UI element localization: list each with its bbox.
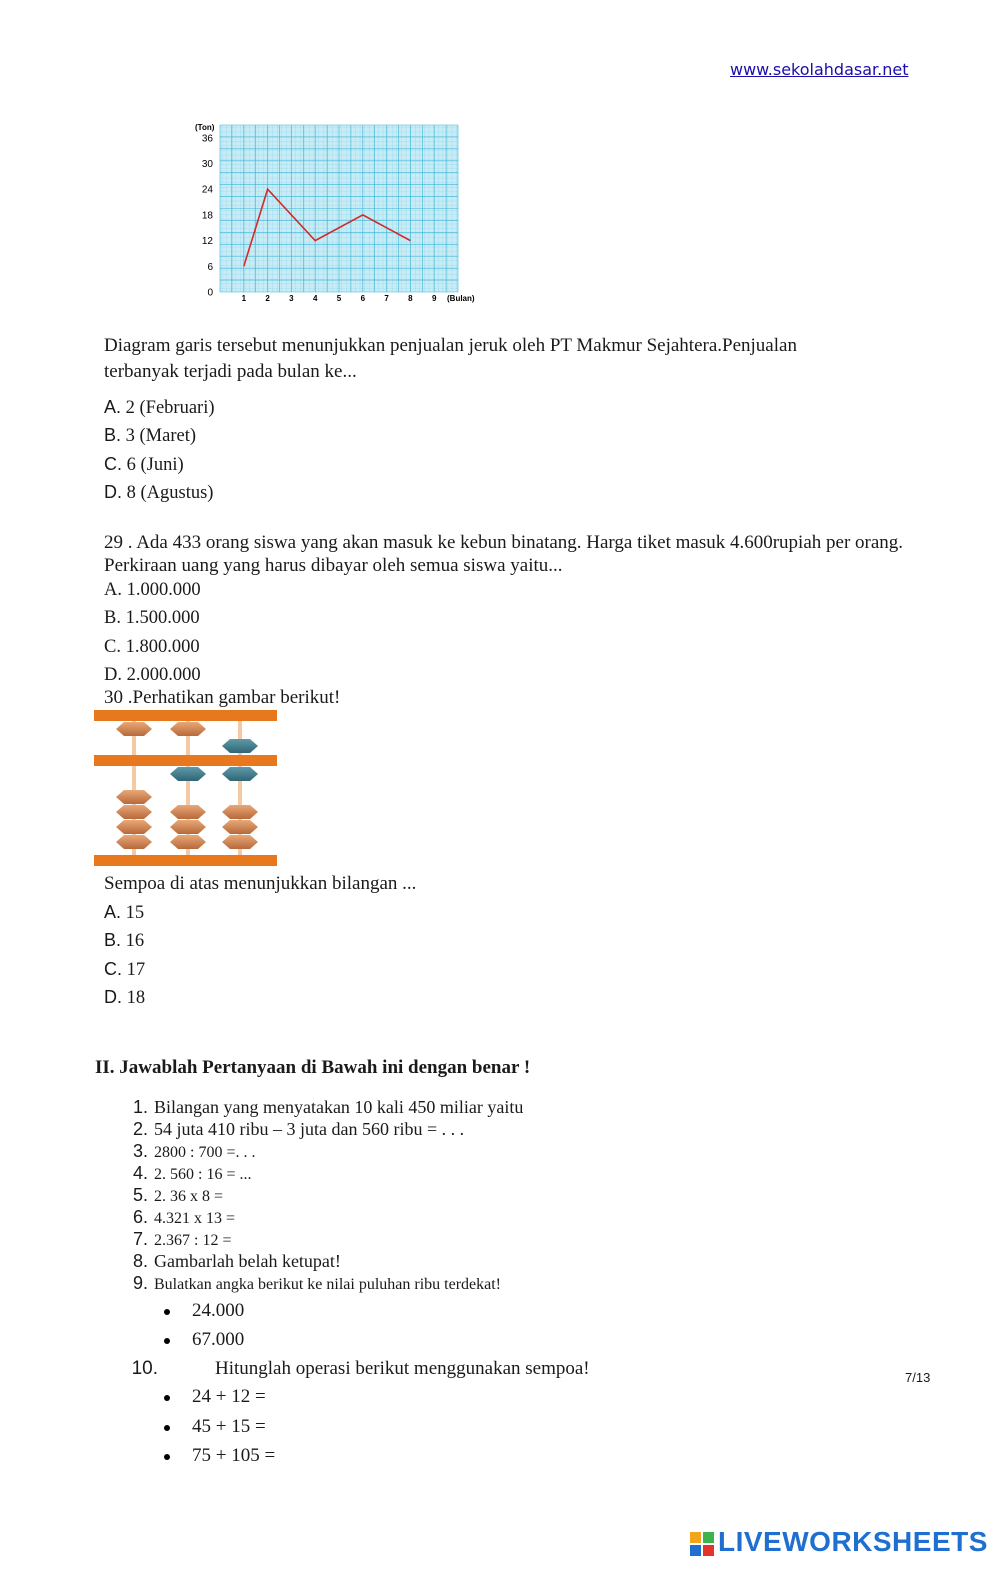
section2-item-8 bbox=[126, 1250, 341, 1272]
item-number: 10. bbox=[131, 1358, 158, 1379]
section2-heading: II. Jawablah Pertanyaan di Bawah ini dengan benar ! bbox=[95, 1057, 531, 1078]
q28-option-a[interactable] bbox=[104, 394, 215, 421]
q28-text: Diagram garis tersebut menunjukkan penjualan jeruk oleh PT Makmur Sejahtera.Penjualan terbanyak terjadi pada bulan ke... bbox=[104, 335, 797, 382]
section2-item-6 bbox=[126, 1206, 235, 1230]
section2-item-4 bbox=[126, 1162, 251, 1186]
option-text: 8 (Agustus) bbox=[126, 483, 214, 503]
x-tick-label: 7 bbox=[384, 294, 389, 303]
liveworksheets-logo[interactable] bbox=[690, 1526, 988, 1558]
x-tick-label: 3 bbox=[289, 294, 294, 303]
q28-option-b[interactable] bbox=[104, 422, 196, 449]
section2-item-3 bbox=[126, 1140, 255, 1164]
y-tick-label: 24 bbox=[201, 184, 213, 196]
bullet-dot bbox=[164, 1309, 170, 1315]
y-tick-label: 6 bbox=[207, 261, 213, 273]
item10-bullet-1 bbox=[164, 1386, 266, 1408]
section2-item-5 bbox=[126, 1184, 223, 1208]
item-number: 3. bbox=[132, 1141, 148, 1161]
bullet-text: 45 + 15 = bbox=[192, 1416, 266, 1437]
option-text: 3 (Maret) bbox=[125, 426, 197, 446]
option-letter: C. bbox=[104, 454, 122, 474]
item-text: 4.321 x 13 = bbox=[154, 1210, 236, 1227]
option-text: 16 bbox=[125, 931, 145, 951]
q30-option-b[interactable] bbox=[104, 927, 144, 954]
section2-item-2 bbox=[126, 1118, 464, 1140]
item9-bullet-2 bbox=[164, 1329, 244, 1351]
q30-option-d[interactable] bbox=[104, 984, 145, 1011]
option-letter: B. bbox=[104, 425, 122, 445]
liveworksheets-logo-icon bbox=[690, 1532, 714, 1556]
item9-bullet-1 bbox=[164, 1300, 244, 1322]
x-tick-label: 9 bbox=[431, 294, 437, 303]
page-number: 7/13 bbox=[905, 1370, 931, 1385]
section2-item-1 bbox=[126, 1096, 523, 1118]
item-number: 6. bbox=[132, 1207, 148, 1227]
site-link[interactable]: www.sekolahdasar.net bbox=[730, 60, 909, 79]
x-tick-label: 5 bbox=[336, 294, 342, 303]
item-number: 5. bbox=[132, 1185, 148, 1205]
option-letter: D. bbox=[104, 987, 122, 1007]
item-text: Bulatkan angka berikut ke nilai puluhan ribu terdekat! bbox=[154, 1276, 501, 1293]
bullet-text: 24 + 12 = bbox=[192, 1386, 266, 1407]
section2-item-7 bbox=[126, 1228, 231, 1252]
x-tick-label: 8 bbox=[408, 294, 413, 303]
item-text: 2. 560 : 16 = ... bbox=[154, 1166, 252, 1183]
q29-text: 29 . Ada 433 orang siswa yang akan masuk ke kebun binatang. Harga tiket masuk 4.600rupiah per orang. Perkiraan uang yang harus dibayar oleh semua siswa yaitu... bbox=[104, 532, 904, 576]
x-axis-label: (Bulan) bbox=[447, 294, 475, 303]
item-text: 2800 : 700 =. . . bbox=[154, 1144, 256, 1161]
option-letter: D. bbox=[104, 482, 122, 502]
item-text: Bilangan yang menyatakan 10 kali 450 miliar yaitu bbox=[154, 1097, 524, 1117]
line-chart bbox=[185, 118, 485, 310]
y-tick-label: 36 bbox=[201, 133, 213, 145]
option-text: 6 (Juni) bbox=[126, 455, 184, 475]
bullet-dot bbox=[164, 1454, 170, 1460]
option-text: 2 (Februari) bbox=[125, 398, 215, 418]
item10-bullet-2 bbox=[164, 1416, 266, 1438]
y-axis-label: (Ton) bbox=[195, 123, 215, 132]
q30-question: Sempoa di atas menunjukkan bilangan ... bbox=[104, 873, 417, 894]
q29-option-b[interactable]: B. 1.500.000 bbox=[104, 608, 200, 628]
bullet-dot bbox=[164, 1425, 170, 1431]
y-tick-label: 0 bbox=[207, 287, 213, 299]
bullet-dot bbox=[164, 1338, 170, 1344]
item-number: 7. bbox=[132, 1229, 148, 1249]
item-number: 4. bbox=[132, 1163, 148, 1183]
bullet-dot bbox=[164, 1395, 170, 1401]
item-text: Hitunglah operasi berikut menggunakan sempoa! bbox=[215, 1358, 590, 1379]
option-text: 17 bbox=[126, 960, 146, 980]
q30-option-a[interactable] bbox=[104, 899, 144, 926]
q29-option-c[interactable]: C. 1.800.000 bbox=[104, 637, 200, 657]
item-number: 1. bbox=[132, 1097, 148, 1117]
item-number: 2. bbox=[132, 1119, 148, 1139]
option-letter: B. bbox=[104, 930, 122, 950]
item10-bullet-3 bbox=[164, 1445, 275, 1467]
x-tick-label: 6 bbox=[360, 294, 366, 303]
section2-item-9 bbox=[126, 1272, 501, 1296]
brand-text: LIVEWORKSHEETS bbox=[718, 1526, 988, 1557]
x-tick-label: 1 bbox=[241, 294, 247, 303]
option-letter: C. bbox=[104, 959, 122, 979]
item-number: 9. bbox=[132, 1273, 148, 1293]
x-tick-label: 2 bbox=[265, 294, 270, 303]
option-text: 18 bbox=[126, 988, 146, 1008]
bullet-text: 67.000 bbox=[192, 1329, 245, 1350]
y-tick-label: 18 bbox=[201, 210, 213, 222]
item-number: 8. bbox=[132, 1251, 148, 1271]
q29-option-a[interactable]: A. 1.000.000 bbox=[104, 580, 201, 600]
q30-option-c[interactable] bbox=[104, 956, 145, 983]
item-text: 2. 36 x 8 = bbox=[154, 1188, 224, 1205]
bullet-text: 24.000 bbox=[192, 1300, 245, 1321]
q28-option-c[interactable] bbox=[104, 451, 184, 478]
section2-item-10 bbox=[126, 1358, 590, 1380]
y-tick-label: 30 bbox=[201, 159, 213, 171]
q29-option-d[interactable]: D. 2.000.000 bbox=[104, 665, 201, 685]
y-tick-label: 12 bbox=[201, 236, 213, 248]
abacus-image bbox=[92, 708, 282, 870]
option-letter: A. bbox=[104, 902, 122, 922]
item-text: Gambarlah belah ketupat! bbox=[154, 1251, 341, 1271]
x-tick-label: 4 bbox=[312, 294, 318, 303]
option-text: 15 bbox=[125, 903, 145, 923]
bullet-text: 75 + 105 = bbox=[192, 1445, 276, 1466]
option-letter: A. bbox=[104, 397, 122, 417]
item-text: 2.367 : 12 = bbox=[154, 1232, 232, 1249]
item-text: 54 juta 410 ribu – 3 juta dan 560 ribu = . . . bbox=[154, 1119, 465, 1139]
q28-option-d[interactable] bbox=[104, 479, 213, 506]
q30-text: 30 .Perhatikan gambar berikut! bbox=[104, 687, 341, 708]
